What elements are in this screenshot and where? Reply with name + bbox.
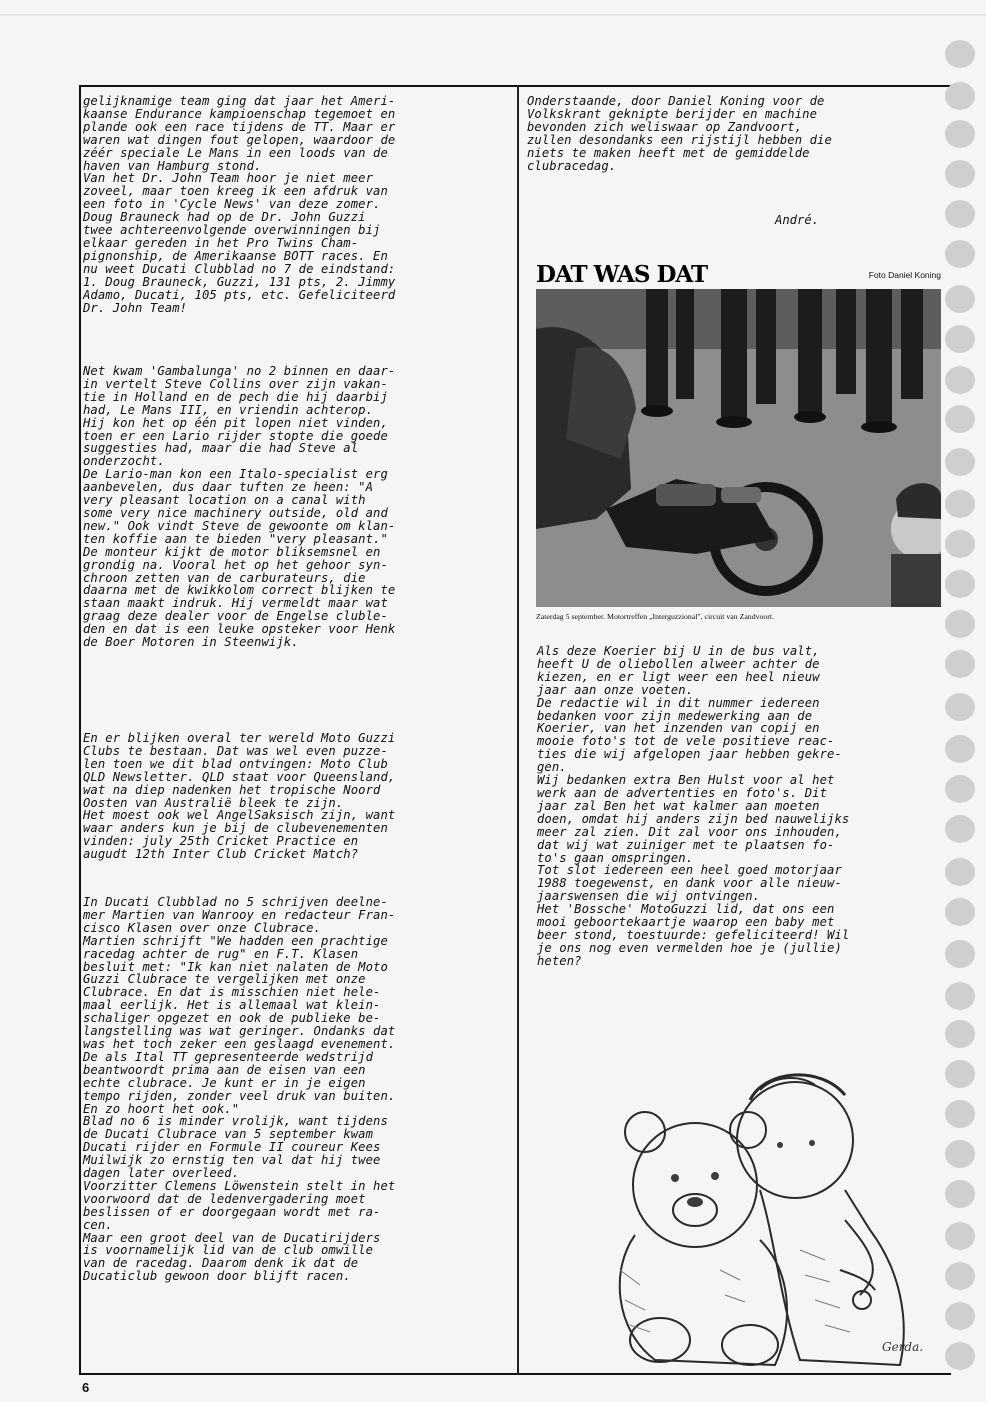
binding-hole bbox=[945, 735, 975, 763]
binding-hole bbox=[945, 240, 975, 268]
illustration-signature: Gerda. bbox=[882, 1340, 924, 1354]
binding-hole bbox=[945, 405, 975, 433]
binding-hole bbox=[945, 200, 975, 228]
binding-hole bbox=[945, 448, 975, 476]
binding-hole bbox=[945, 82, 975, 110]
column-divider bbox=[517, 85, 519, 1375]
binding-hole bbox=[945, 940, 975, 968]
motorcycle-photo bbox=[536, 289, 941, 607]
page-number: 6 bbox=[82, 1380, 90, 1395]
binding-hole bbox=[945, 1342, 975, 1370]
binding-hole bbox=[945, 815, 975, 843]
binding-hole bbox=[945, 775, 975, 803]
binding-hole bbox=[945, 120, 975, 148]
binding-hole bbox=[945, 490, 975, 518]
binding-hole bbox=[945, 858, 975, 886]
binding-hole bbox=[945, 1262, 975, 1290]
binding-hole bbox=[945, 1302, 975, 1330]
binding-hole bbox=[945, 160, 975, 188]
left-paragraph-1: gelijknamige team ging dat jaar het Ameri- kaanse Endurance kampioenschap tegemoet en plande ook een race tijdens de TT. Maar er waren wat dingen fout gelopen, waardoor de zéér speciale Le Mans in een loods van de haven van Hamburg stond. Van het Dr. John Team hoor je niet meer zoveel, maar toen kreeg ik een afdruk van een foto in 'Cycle News' van deze zomer. Doug Brauneck had op de Dr. John Guzzi twee achtereenvolgende overwinningen bij elkaar gereden in het Pro Twins Cham- pignonship, de Amerikaanse BOTT races. En nu weet Ducati Clubblad no 7 de eindstand: 1. Doug Brauneck, Guzzi, 131 pts, 2. Jimmy Adamo, Ducati, 105 pts, etc. Gefeliciteerd Dr. John Team! bbox=[83, 94, 396, 315]
binding-hole bbox=[945, 1060, 975, 1088]
binding-hole bbox=[945, 325, 975, 353]
clipping-caption: Zaterdag 5 september. Motortreffen „Interguzzional", circuit van Zandvoort. bbox=[536, 612, 775, 621]
left-paragraph-2: Net kwam 'Gambalunga' no 2 binnen en daar- in vertelt Steve Collins over zijn vakan- tie in Holland en de pech die hij daarbij had, Le Mans III, en vriendin achterop. Hij kon het op één pit lopen niet vinden, toen er een Lario rijder stopte die goede suggesties had, maar die had Steve al onderzocht. De Lario-man kon een Italo-specialist erg aanbevelen, dus daar tuften ze heen: "A very pleasant location on a canal with some very nice machinery outside, old and new." Ook vindt Steve de gewoonte om klan- ten koffie aan te bieden "very pleasant." De monteur kijkt de motor bliksemsnel en grondig na. Vooral het op het gehoor syn- chroon zetten van de carburateurs, die daarna met de kwikkolom correct blijken te staan maakt indruk. Hij vermeldt maar wat graag deze dealer voor de Engelse cluble- den en dat is een leuke opsteker voor Henk de Boer Motoren in Steenwijk. bbox=[83, 364, 396, 650]
binding-hole bbox=[945, 40, 975, 68]
binding-hole bbox=[945, 530, 975, 558]
clipping-photo-credit: Foto Daniel Koning bbox=[868, 270, 941, 280]
binding-hole bbox=[945, 1140, 975, 1168]
binding-hole bbox=[945, 285, 975, 313]
binding-hole bbox=[945, 610, 975, 638]
binding-hole bbox=[945, 650, 975, 678]
clipping-headline: DAT WAS DAT bbox=[536, 261, 708, 288]
binding-hole bbox=[945, 1180, 975, 1208]
right-intro: Onderstaande, door Daniel Koning voor de Volkskrant geknipte berijder en machine bevonden zich weliswaar op Zandvoort, zullen desondanks een rijstijl hebben die niets te maken heeft met de gemiddelde clubracedag. bbox=[527, 94, 832, 173]
author-signature: André. bbox=[775, 213, 820, 227]
motorcycle-photo-image bbox=[536, 289, 941, 607]
newspaper-clipping-header bbox=[536, 262, 941, 287]
top-edge-line bbox=[0, 14, 986, 16]
binding-hole bbox=[945, 1020, 975, 1048]
baby-and-bear-illustration bbox=[600, 1070, 940, 1375]
left-paragraph-4: In Ducati Clubblad no 5 schrijven deelne- mer Martien van Wanrooy en redacteur Fran- cisco Klasen over onze Clubrace. Martien schrijft "We hadden een prachtige racedag achter de rug" en F.T. Klasen besluit met: "Ik kan niet nalaten de Moto Guzzi Clubrace te vergelijken met onze Clubrace. En dat is misschien niet hele- maal eerlijk. Het is allemaal wat klein- schaliger opgezet en ook de publieke be- langstelling was wat geringer. Ondanks dat was het toch zeker een geslaagd evenement. De als Ital TT gepresenteerde wedstrijd beantwoordt prima aan de eisen van een echte clubrace. Je kunt er in je eigen tempo rijden, zonder veel druk van buiten. En zo hoort het ook." Blad no 6 is minder vrolijk, want tijdens de Ducati Clubrace van 5 september kwam Ducati rijder en Formule II coureur Kees Muilwijk zo ernstig ten val dat hij twee dagen later overleed. Voorzitter Clemens Löwenstein stelt in het voorwoord dat de ledenvergadering moet beslissen of er doorgegaan wordt met ra- cen. Maar een groot deel van de Ducatirijders is voornamelijk lid van de club omwille van de racedag. Daarom denk ik dat de Ducaticlub gewoon door blijft racen. bbox=[83, 895, 396, 1284]
left-paragraph-3: En er blijken overal ter wereld Moto Guzzi Clubs te bestaan. Dat was wel even puzze- len toen we dit blad ontvingen: Moto Club QLD Newsletter. QLD staat voor Queensland, wat na diep nadenken het tropische Noord Oosten van Australië bleek te zijn. Het moest ook wel AngelSaksisch zijn, want waar anders kun je bij de clubevenementen vinden: july 25th Cricket Practice en augudt 12th Inter Club Cricket Match? bbox=[83, 731, 396, 862]
binding-hole bbox=[945, 898, 975, 926]
binding-hole bbox=[945, 1222, 975, 1250]
right-closing: Als deze Koerier bij U in de bus valt, heeft U de oliebollen alweer achter de kiezen, en er ligt weer een heel nieuw jaar aan onze voeten. De redactie wil in dit nummer iedereen bedanken voor zijn medewerking aan de Koerier, van het inzenden van copij en mooie foto's tot de vele positieve reac- ties die wij afgelopen jaar hebben gekre- gen. Wij bedanken extra Ben Hulst voor al het werk aan de advertenties en foto's. Dit jaar zal Ben het wat kalmer aan moeten doen, omdat hij anders zijn bed nauwelijks meer zal zien. Dit zal voor ons inhouden, dat wij wat zuiniger met te plaatsen fo- to's gaan omspringen. Tot slot iedereen een heel goed motorjaar 1988 toegewenst, en dank voor alle nieuw- jaarswensen die wij ontvingen. Het 'Bossche' MotoGuzzi lid, dat ons een mooi geboortekaartje waarop een baby met beer stond, toestuurde: gefeliciteerd! Wil je ons nog even vermelden hoe je (jullie) heten? bbox=[537, 644, 850, 968]
baby-and-bear-drawing bbox=[600, 1070, 940, 1375]
binding-hole bbox=[945, 693, 975, 721]
binding-hole bbox=[945, 1100, 975, 1128]
binding-hole bbox=[945, 982, 975, 1010]
binding-hole bbox=[945, 570, 975, 598]
binding-hole bbox=[945, 366, 975, 394]
